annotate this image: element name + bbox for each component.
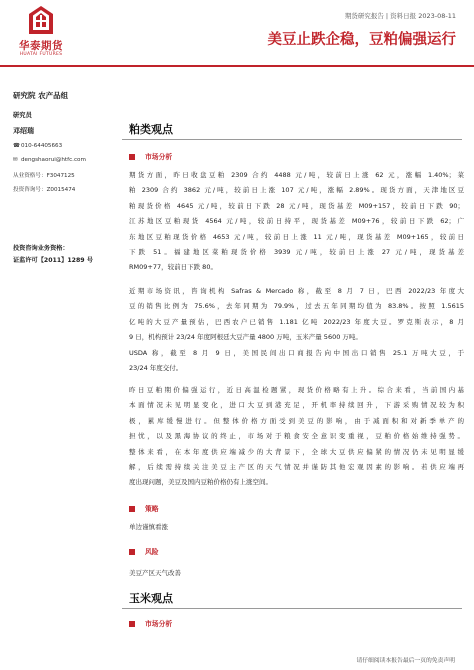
bullet-square-icon xyxy=(129,549,135,555)
bullet-square-icon xyxy=(129,506,135,512)
license-label: 投资咨询业务资格： xyxy=(13,245,69,252)
header-divider xyxy=(0,65,474,67)
subsection-market-analysis-corn: 市场分析 xyxy=(129,618,172,628)
subsection-risk: 风险 xyxy=(129,546,159,556)
analyst-email[interactable]: ✉ dengshaorui@htfc.com xyxy=(13,157,86,163)
license-number: 证监许可【2011】1289 号 xyxy=(13,257,93,264)
report-title: 美豆止跌企稳，豆粕偏强运行 xyxy=(267,32,456,48)
bullet-square-icon xyxy=(129,154,135,160)
email-icon: ✉ xyxy=(13,157,18,163)
department: 研究院 农产品组 xyxy=(13,91,69,100)
huatai-logo-icon xyxy=(29,6,53,34)
section-divider xyxy=(122,139,462,140)
consulting-number: 投资咨询号：Z0015474 xyxy=(13,187,76,193)
section-title-corn: 玉米观点 xyxy=(129,592,173,605)
logo-name-cn: 华泰期货 xyxy=(19,40,63,52)
paragraph-outlook: 昨日豆粕期价偏强运行，近日高温检题紧，现货价格略有上升。综合来看，当前国内基 本面情况未见明显变化，进口大豆到港充足，开机率持续回升，下游采购情况较为积 极，累库缓慢进行。但整体价格方面受到美豆的影响，由于减面积和对新季单产的 担忧，以及黑海协议的终止，市场对于粮食安全意识变重视，豆粕价格始维持强势。 整体来看，在本年度供应端减少的大背景下，全球大豆供应偏紧的情况仍未见明显缓 解，后续需持续关注美豆主产区的天气情况并谨防其他宏观因素的影响。若供应端再 度出现问题，美豆及国内豆粕价格仍有上涨空间。 xyxy=(129,386,464,487)
phone-icon: ☎ xyxy=(13,143,20,149)
qualification-number: 从业资格号：F3047125 xyxy=(13,173,75,179)
report-type: 期货研究报告 | 资料日报 2023-08-11 xyxy=(344,12,456,20)
paragraph-market-news: 近期市场资讯，咨询机构 Safras & Mercado 称，截至 8 月 7 日，巴西 2022/23 年度大 豆的销售比例为 75.6%，去年同期为 79.9%，过去五年同期均值为 83.8%。按照 1.5615 亿吨的大豆产量预估，巴西农户已销售 1.181 亿吨 2022/23 年度大豆。罗克斯表示，8 月 9 日，机构预计 23/24 年度阿根廷大豆产量 4800 万吨，玉米产量 5600 万吨。 USDA 称，截至 8 月 9 日，美国民间出口商报告向中国出口销售 25.1 万吨大豆，于 23/24 年度交付。 xyxy=(129,287,464,373)
analyst-name: 邓绍瑞 xyxy=(13,127,34,135)
analyst-phone: ☎010-64405663 xyxy=(13,143,63,149)
analyst-role: 研究员 xyxy=(13,112,32,119)
footer-disclaimer: 请仔细阅读本报告最后一页的免责声明 xyxy=(356,658,455,664)
subsection-market-analysis: 市场分析 xyxy=(129,151,172,161)
subsection-strategy: 策略 xyxy=(129,503,159,513)
strategy-text: 单边谨慎看涨 xyxy=(129,523,168,531)
logo-name-en: HUATAI FUTURES xyxy=(19,52,63,57)
section-title-meal: 粕类观点 xyxy=(129,123,173,136)
bullet-square-icon xyxy=(129,621,135,627)
risk-text: 美豆产区天气改善 xyxy=(129,569,181,577)
section-divider xyxy=(122,608,462,609)
paragraph-futures-spot: 期货方面，昨日收盘豆粕 2309 合约 4488 元/吨，较前日上涨 62 元，涨幅 1.40%；菜 粕 2309 合约 3862 元/吨，较前日上涨 107 元/吨，涨幅 2.89%。现货方面，天津地区豆 粕现货价格 4645 元/吨，较前日下跌 28 元/吨，现货基差 M09+157，较前日下跌 90； 江苏地区豆粕现货 4564 元/吨，较前日持平，现货基差 M09+76，较前日下跌 62；广 东地区豆粕现货价格 4653 元/吨，较前日上涨 11 元/吨，现货基差 M09+165，较前日 下跌 51。福建地区菜粕现货价格 3939 元/吨，较前日上涨 27 元/吨，现货基差 RM09+77，较前日下跌 80。 xyxy=(129,171,464,272)
